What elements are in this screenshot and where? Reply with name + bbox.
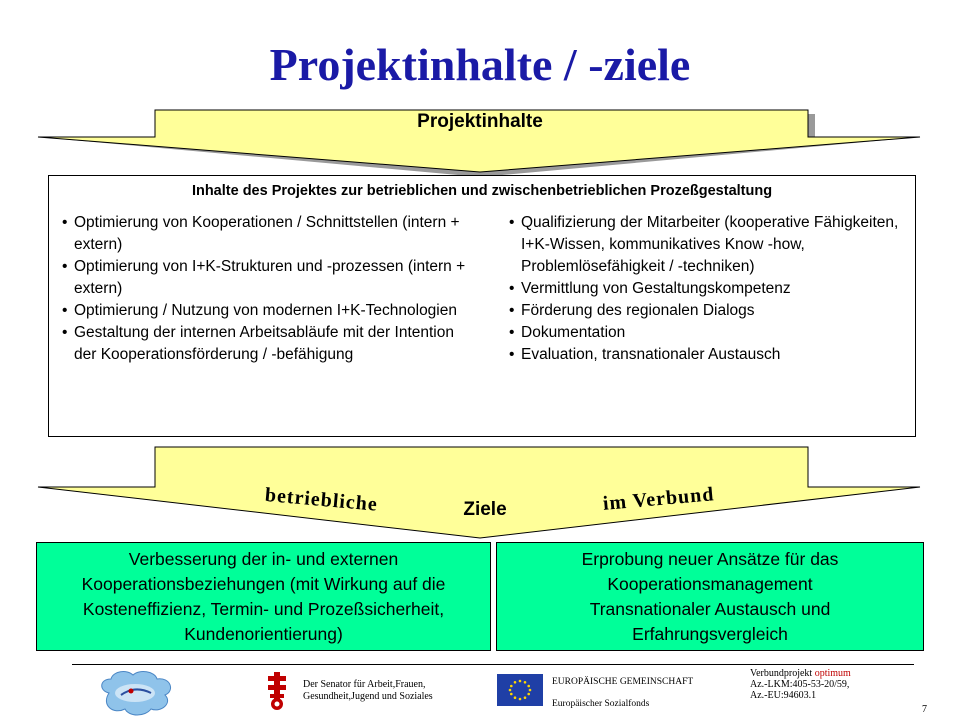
verbund-text — [750, 668, 851, 701]
goal-line: Erfahrungsvergleich — [632, 623, 788, 644]
goal-line: Kundenorientierung) — [184, 623, 343, 644]
az-line: Az.-LKM:405-53-20/59, — [750, 679, 850, 690]
eu-text — [552, 671, 693, 715]
list-item: • Optimierung / Nutzung von modernen I+K-Technologien — [59, 300, 479, 322]
list-item: • Dokumentation — [506, 322, 911, 344]
im-verbund-label: im Verbund — [602, 483, 716, 515]
betriebliche-label: betriebliche — [264, 484, 379, 516]
projektinhalte-label: Projektinhalte — [417, 111, 543, 132]
goal-line: Kosteneffizienz, Termin- und Prozeßsicherheit, — [82, 598, 445, 619]
goal-line: Kooperationsmanagement — [607, 573, 813, 594]
page-number: 7 — [922, 704, 927, 715]
az-line: Az.-EU:94603.1 — [750, 690, 817, 701]
content-left-list — [59, 212, 479, 366]
bremen-key-icon — [259, 670, 295, 712]
list-item: • Evaluation, transnationaler Austausch — [506, 344, 911, 366]
list-item: • Qualifizierung der Mitarbeiter (kooperative Fähigkeiten, I+K-Wissen, kommunikatives Know -how, Problemlösefähigkeit / -techniken) — [506, 212, 911, 278]
content-heading: Inhalte des Projektes zur betrieblichen und zwischenbetrieblichen Prozeßgestaltung — [191, 183, 773, 199]
verbund-name: optimum — [814, 668, 851, 679]
list-item: • Förderung des regionalen Dialogs — [506, 300, 911, 322]
goal-line: Kooperationsbeziehungen (mit Wirkung auf die — [81, 573, 446, 594]
senator-line: Der Senator für Arbeit,Frauen, — [303, 679, 426, 690]
eu-line: Europäischer Sozialfonds — [552, 699, 650, 709]
eu-line: EUROPÄISCHE GEMEINSCHAFT — [552, 677, 694, 687]
ziele-label: Ziele — [463, 499, 507, 520]
optimum-logo — [95, 669, 177, 717]
list-item: • Optimierung von Kooperationen / Schnittstellen (intern + extern) — [59, 212, 479, 256]
list-item: • Gestaltung der internen Arbeitsabläufe mit der Intention der Kooperationsförderung / -befähigung — [59, 322, 479, 366]
goal-line: Erprobung neuer Ansätze für das — [581, 548, 839, 569]
verbund-title — [750, 668, 851, 679]
content-box — [48, 175, 916, 437]
goal-box-betrieblich — [36, 542, 491, 651]
page-title: Projektinhalte / -ziele — [269, 39, 691, 90]
goal-box-verbund — [496, 542, 924, 651]
senator-text — [303, 679, 433, 703]
eu-flag-icon — [497, 674, 543, 706]
senator-line: Gesundheit,Jugend und Soziales — [303, 691, 433, 702]
ziele-arrow — [38, 447, 920, 538]
content-right-list — [506, 212, 911, 366]
list-item: • Vermittlung von Gestaltungskompetenz — [506, 278, 911, 300]
list-item: • Optimierung von I+K-Strukturen und -prozessen (intern + extern) — [59, 256, 479, 300]
verbund-prefix: Verbundprojekt — [750, 668, 815, 679]
goal-line: Transnationaler Austausch und — [589, 598, 831, 619]
goal-line: Verbesserung der in- und externen — [128, 548, 399, 569]
footer-divider — [72, 664, 914, 665]
